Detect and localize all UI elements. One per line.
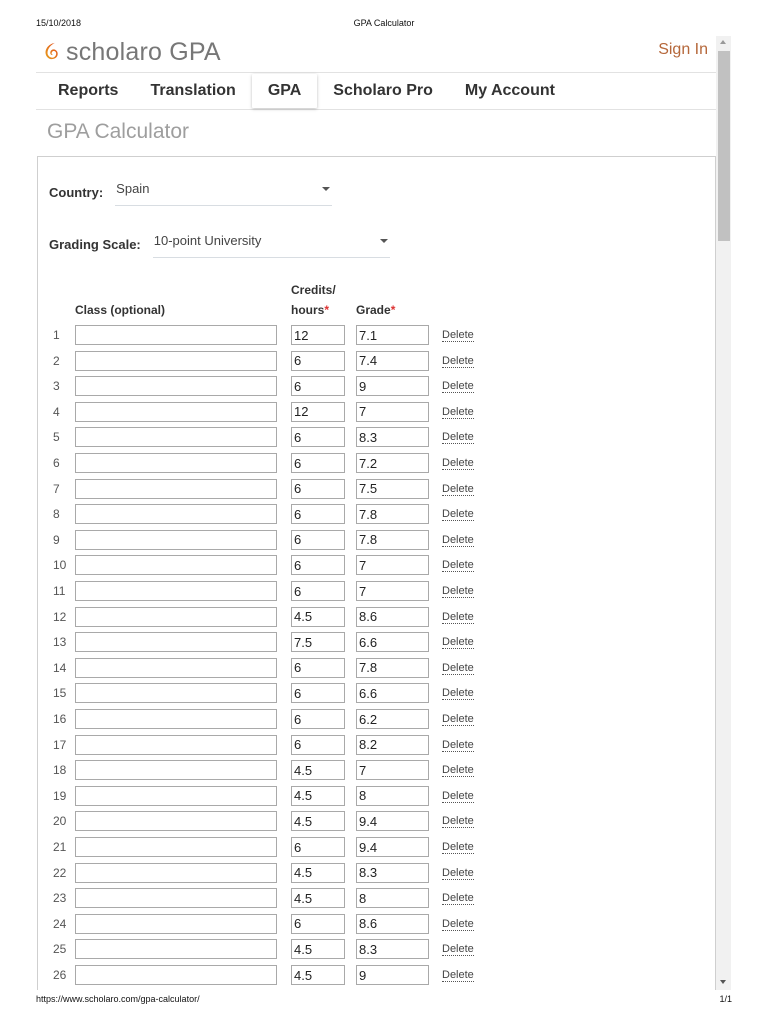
grade-input[interactable]: [356, 735, 429, 755]
grade-input[interactable]: [356, 760, 429, 780]
chevron-down-icon: [380, 239, 388, 243]
credits-input[interactable]: [291, 939, 345, 959]
logo-link[interactable]: [42, 36, 221, 68]
grading-scale-label: Grading Scale:: [49, 237, 141, 252]
page-title: GPA Calculator: [47, 120, 190, 143]
table-row: [38, 325, 715, 347]
credits-input[interactable]: [291, 965, 345, 985]
grade-input[interactable]: [356, 376, 429, 396]
credits-input[interactable]: [291, 837, 345, 857]
class-input[interactable]: [75, 837, 277, 857]
grade-input[interactable]: [356, 453, 429, 473]
class-input[interactable]: [75, 914, 277, 934]
table-row: [38, 735, 715, 757]
class-input[interactable]: [75, 735, 277, 755]
class-input[interactable]: [75, 658, 277, 678]
credits-input[interactable]: [291, 351, 345, 371]
country-label: Country:: [49, 185, 104, 200]
credits-input[interactable]: [291, 427, 345, 447]
credits-input[interactable]: [291, 376, 345, 396]
delete-row-link[interactable]: Delete: [442, 789, 474, 802]
credits-input[interactable]: [291, 786, 345, 806]
delete-row-link[interactable]: Delete: [442, 866, 474, 879]
class-input[interactable]: [75, 376, 277, 396]
class-input[interactable]: [75, 427, 277, 447]
credits-input[interactable]: [291, 863, 345, 883]
grading-scale-select[interactable]: [153, 231, 390, 258]
grade-input[interactable]: [356, 837, 429, 857]
row-number: 17: [53, 737, 67, 752]
delete-row-link[interactable]: Delete: [442, 687, 474, 700]
grade-input[interactable]: [356, 939, 429, 959]
delete-row-link[interactable]: Delete: [442, 610, 474, 623]
grade-input[interactable]: [356, 709, 429, 729]
row-number: 26: [53, 968, 67, 982]
row-number: 10: [53, 558, 67, 573]
table-row: [38, 402, 715, 424]
scroll-up-arrow-icon[interactable]: [720, 40, 726, 44]
credits-input[interactable]: [291, 581, 345, 601]
delete-row-link[interactable]: Delete: [442, 508, 474, 521]
delete-row-link[interactable]: Delete: [442, 713, 474, 725]
grade-input[interactable]: [356, 658, 429, 678]
nav-item-scholaro-pro[interactable]: Scholaro Pro: [333, 82, 433, 99]
nav-item-reports[interactable]: Reports: [58, 82, 119, 99]
grade-input[interactable]: [356, 325, 429, 345]
row-number: 21: [53, 840, 67, 854]
row-number: 8: [53, 507, 60, 522]
table-row: [38, 939, 715, 961]
class-input[interactable]: [75, 811, 277, 831]
table-row: [38, 760, 715, 782]
grade-input[interactable]: [356, 786, 429, 806]
row-number: 25: [53, 942, 67, 957]
grade-input[interactable]: [356, 888, 429, 908]
class-input[interactable]: [75, 965, 277, 985]
class-input[interactable]: [75, 632, 277, 652]
scroll-down-arrow-icon[interactable]: [720, 980, 726, 984]
table-row: [38, 453, 715, 475]
row-number: 15: [53, 686, 67, 701]
logo-text: scholaro GPA: [66, 37, 221, 66]
table-row: [38, 965, 715, 987]
row-number: 11: [53, 584, 66, 598]
grade-input[interactable]: [356, 504, 429, 524]
class-input[interactable]: [75, 555, 277, 575]
nav-item-my-account[interactable]: My Account: [464, 82, 555, 99]
row-number: 23: [53, 891, 67, 906]
class-input[interactable]: [75, 709, 277, 729]
grading-scale-field: [49, 231, 390, 258]
class-input[interactable]: [75, 888, 277, 908]
country-select[interactable]: [115, 179, 332, 206]
grade-input[interactable]: [356, 683, 429, 703]
credits-input[interactable]: [291, 479, 345, 499]
row-number: 6: [53, 456, 60, 470]
table-row: [38, 683, 715, 705]
required-marker: *: [324, 303, 330, 317]
class-input[interactable]: [75, 760, 277, 780]
class-input[interactable]: [75, 402, 277, 422]
grade-column-header: [356, 303, 395, 317]
vertical-scrollbar[interactable]: [716, 36, 731, 990]
grade-column-label: Grade: [356, 303, 391, 317]
table-row: [38, 530, 715, 552]
class-input[interactable]: [75, 504, 277, 524]
credits-input[interactable]: [291, 402, 345, 422]
grade-input[interactable]: [356, 351, 429, 371]
table-row: [38, 658, 715, 680]
credits-input[interactable]: [291, 709, 345, 729]
table-row: [38, 888, 715, 910]
table-row: [38, 914, 715, 936]
sign-in-link[interactable]: Sign In: [658, 41, 708, 58]
print-page-count: 1/1: [719, 994, 732, 1004]
class-input[interactable]: [75, 351, 277, 371]
delete-row-link[interactable]: Delete: [442, 354, 474, 367]
credits-input[interactable]: [291, 530, 345, 550]
credits-input[interactable]: [291, 325, 345, 345]
delete-row-link[interactable]: Delete: [442, 431, 474, 444]
class-input[interactable]: [75, 479, 277, 499]
row-number: 12: [53, 609, 67, 624]
credits-input[interactable]: [291, 888, 345, 908]
delete-row-link[interactable]: Delete: [442, 661, 474, 674]
credits-input[interactable]: [291, 453, 345, 473]
nav-item-translation[interactable]: Translation: [150, 82, 236, 99]
delete-row-link[interactable]: Delete: [442, 815, 474, 828]
delete-row-link[interactable]: Delete: [442, 559, 474, 572]
row-number: 13: [53, 635, 67, 650]
delete-row-link[interactable]: Delete: [442, 892, 474, 905]
class-input[interactable]: [75, 939, 277, 959]
credits-input[interactable]: [291, 914, 345, 934]
credits-input[interactable]: [291, 760, 345, 780]
credits-input[interactable]: [291, 555, 345, 575]
row-number: 20: [53, 814, 67, 829]
row-number: 4: [53, 404, 60, 419]
row-number: 2: [53, 353, 60, 368]
grade-input[interactable]: [356, 863, 429, 883]
credits-input[interactable]: [291, 658, 345, 678]
delete-row-link[interactable]: Delete: [442, 841, 474, 853]
table-row: [38, 632, 715, 654]
grade-input[interactable]: [356, 530, 429, 550]
calculator-panel: [37, 156, 716, 990]
credits-input[interactable]: [291, 504, 345, 524]
row-number: 19: [53, 788, 67, 803]
row-number: 9: [53, 532, 60, 547]
scrollbar-thumb[interactable]: [718, 51, 730, 241]
nav-item-gpa[interactable]: GPA: [252, 74, 317, 108]
delete-row-link[interactable]: Delete: [442, 482, 474, 495]
class-input[interactable]: [75, 786, 277, 806]
table-row: [38, 376, 715, 398]
delete-row-link[interactable]: Delete: [442, 969, 474, 981]
table-row: [38, 479, 715, 501]
class-input[interactable]: [75, 453, 277, 473]
credits-column-label: hours: [291, 303, 325, 317]
credits-input[interactable]: [291, 735, 345, 755]
grade-input[interactable]: [356, 632, 429, 652]
delete-row-link[interactable]: Delete: [442, 457, 474, 469]
grade-input[interactable]: [356, 479, 429, 499]
country-field: [49, 179, 332, 206]
credits-column-header: [291, 303, 329, 317]
row-number: 7: [53, 481, 60, 496]
table-row: [38, 427, 715, 449]
delete-row-link[interactable]: Delete: [442, 533, 474, 546]
table-row: [38, 786, 715, 808]
delete-row-link[interactable]: Delete: [442, 585, 474, 597]
grade-input[interactable]: [356, 965, 429, 985]
class-input[interactable]: [75, 683, 277, 703]
row-number: 5: [53, 430, 60, 445]
credits-input[interactable]: [291, 607, 345, 627]
table-row: [38, 811, 715, 833]
country-value: Spain: [116, 181, 150, 196]
class-column-header: Class (optional): [75, 303, 166, 317]
grade-input[interactable]: [356, 427, 429, 447]
row-number: 24: [53, 916, 67, 931]
class-input[interactable]: [75, 325, 277, 345]
credits-input[interactable]: [291, 632, 345, 652]
delete-row-link[interactable]: Delete: [442, 380, 474, 393]
print-date: 15/10/2018: [36, 18, 82, 28]
credits-input[interactable]: [291, 811, 345, 831]
grade-input[interactable]: [356, 811, 429, 831]
delete-row-link[interactable]: Delete: [442, 943, 474, 956]
delete-row-link[interactable]: Delete: [442, 405, 474, 418]
grade-input[interactable]: [356, 607, 429, 627]
grade-input[interactable]: [356, 402, 429, 422]
scholaro-swirl-icon: [42, 41, 64, 63]
main-nav: [36, 73, 716, 110]
class-input[interactable]: [75, 863, 277, 883]
class-input[interactable]: [75, 530, 277, 550]
row-number: 18: [53, 763, 67, 778]
grade-input[interactable]: [356, 555, 429, 575]
delete-row-link[interactable]: Delete: [442, 636, 474, 649]
grade-input[interactable]: [356, 914, 429, 934]
table-row: [38, 504, 715, 526]
required-marker: *: [390, 303, 396, 317]
site-header: [36, 36, 716, 73]
credits-input[interactable]: [291, 683, 345, 703]
chevron-down-icon: [322, 187, 330, 191]
table-row: [38, 709, 715, 731]
delete-row-link[interactable]: Delete: [442, 738, 474, 751]
row-number: 22: [53, 865, 67, 880]
table-row: [38, 607, 715, 629]
grading-scale-value: 10-point University: [153, 233, 262, 248]
grade-input[interactable]: [356, 581, 429, 601]
table-row: [38, 863, 715, 885]
browser-viewport: [36, 36, 716, 990]
table-row: [38, 351, 715, 373]
table-row: [38, 581, 715, 603]
print-title: GPA Calculator: [353, 18, 415, 28]
class-input[interactable]: [75, 581, 277, 601]
delete-row-link[interactable]: Delete: [442, 764, 474, 777]
delete-row-link[interactable]: Delete: [442, 329, 474, 341]
row-number: 3: [53, 379, 60, 394]
row-number: 14: [53, 660, 67, 675]
delete-row-link[interactable]: Delete: [442, 917, 474, 930]
table-row: [38, 555, 715, 577]
class-input[interactable]: [75, 607, 277, 627]
row-number: 16: [53, 712, 67, 726]
print-url: https://www.scholaro.com/gpa-calculator/: [36, 994, 200, 1004]
row-number: 1: [53, 328, 60, 342]
credits-column-header-line1: Credits/: [291, 283, 336, 297]
table-row: [38, 837, 715, 859]
